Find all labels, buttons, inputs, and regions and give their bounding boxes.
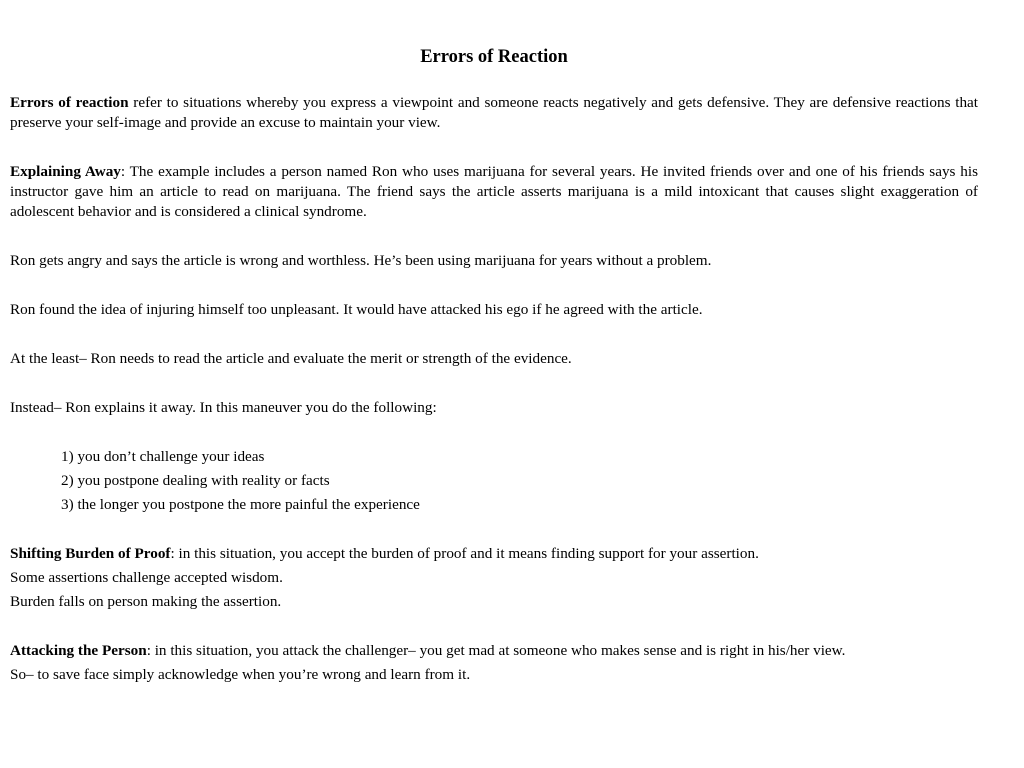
shifting-burden-paragraph bbox=[10, 544, 978, 564]
shifting-burden-line-3: Burden falls on person making the assertion. bbox=[10, 593, 282, 610]
shifting-burden-text: : in this situation, you accept the burden of proof and it means finding support for your assertion. bbox=[170, 545, 759, 562]
list-item: 1) you don’t challenge your ideas bbox=[61, 448, 265, 465]
attacking-person-line-2: So– to save face simply acknowledge when you’re wrong and learn from it. bbox=[10, 666, 471, 683]
explaining-away-text: : The example includes a person named Ron who uses marijuana for several years. He invited friends over and one of his friends says his instructor gave him an article to read on marijuana. The friend says the article asserts marijuana is a mild intoxicant that causes slight exaggeration of adolescent behavior and is considered a clinical syndrome. bbox=[10, 163, 978, 220]
instead-paragraph: Instead– Ron explains it away. In this maneuver you do the following: bbox=[10, 399, 437, 416]
attacking-person-term: Attacking the Person bbox=[10, 642, 147, 659]
shifting-burden-term: Shifting Burden of Proof bbox=[10, 545, 171, 562]
ron-unpleasant-paragraph: Ron found the idea of injuring himself too unpleasant. It would have attacked his ego if he agreed with the article. bbox=[10, 301, 703, 318]
attacking-person-paragraph bbox=[10, 641, 978, 661]
explaining-away-paragraph bbox=[10, 162, 978, 222]
list-item: 2) you postpone dealing with reality or facts bbox=[61, 472, 330, 489]
page-title: Errors of Reaction bbox=[420, 47, 568, 67]
intro-text: refer to situations whereby you express a viewpoint and someone reacts negatively and gets defensive. They are defensive reactions that preserve your self-image and provide an excuse to maintain your view. bbox=[10, 94, 978, 131]
shifting-burden-line-2: Some assertions challenge accepted wisdom. bbox=[10, 569, 283, 586]
intro-paragraph bbox=[10, 93, 978, 133]
explaining-away-term: Explaining Away bbox=[10, 163, 121, 180]
at-least-paragraph: At the least– Ron needs to read the article and evaluate the merit or strength of the evidence. bbox=[10, 350, 572, 367]
list-item: 3) the longer you postpone the more painful the experience bbox=[61, 496, 420, 513]
ron-angry-paragraph: Ron gets angry and says the article is wrong and worthless. He’s been using marijuana for years without a problem. bbox=[10, 252, 712, 269]
intro-term: Errors of reaction bbox=[10, 94, 129, 111]
attacking-person-text: : in this situation, you attack the challenger– you get mad at someone who makes sense and is right in his/her view. bbox=[146, 642, 846, 659]
maneuver-list bbox=[10, 447, 978, 515]
